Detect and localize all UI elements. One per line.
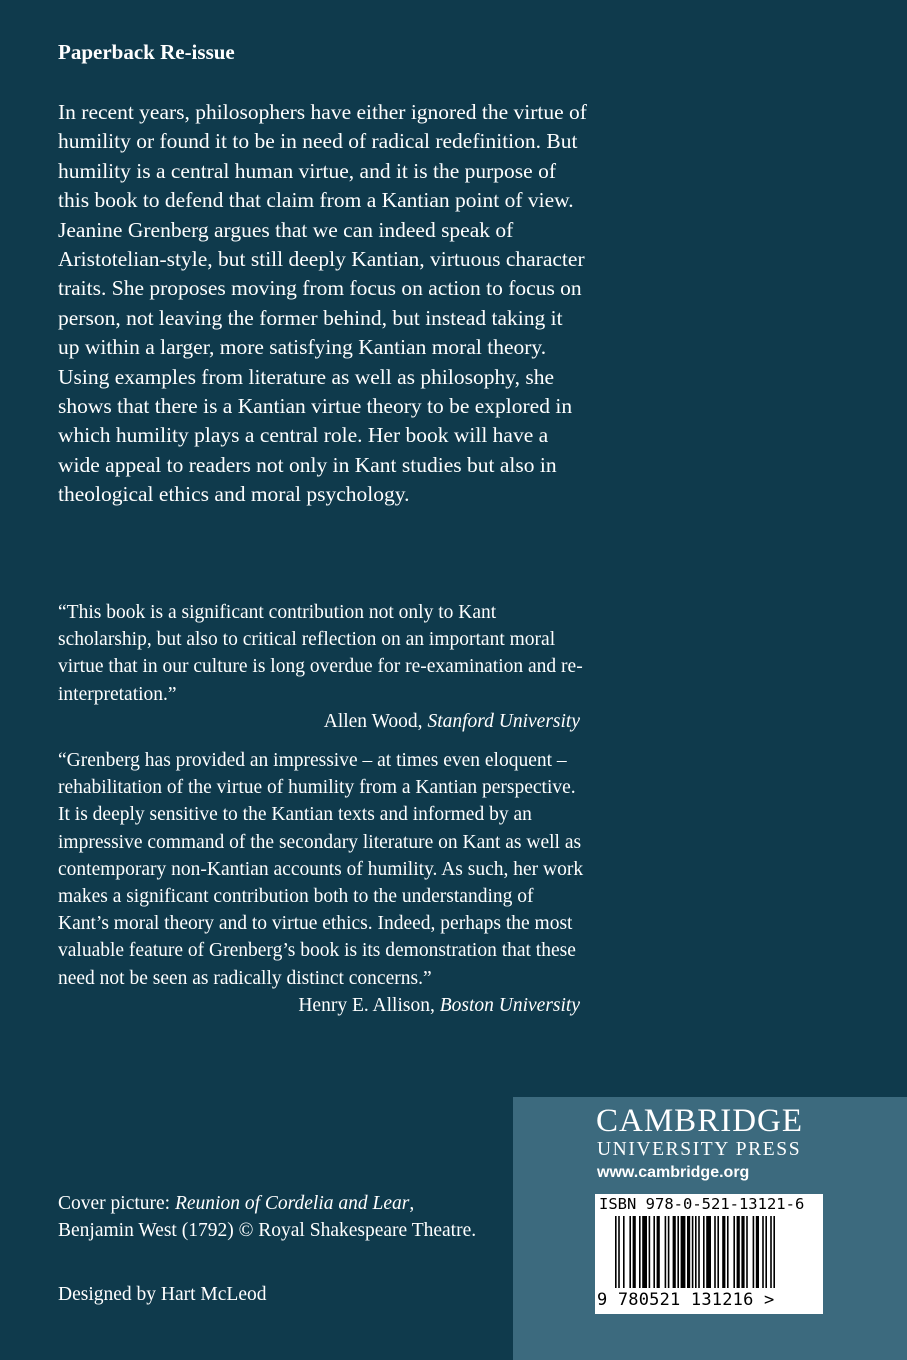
review-quote-1: [58, 599, 588, 735]
barcode-bar-25: [733, 1216, 735, 1288]
barcode-bar-9: [657, 1216, 660, 1288]
review-institution: Boston University: [439, 994, 580, 1016]
barcode-bar-14: [681, 1216, 686, 1288]
review-attribution: [58, 992, 580, 1019]
barcode-bar-19: [703, 1216, 705, 1288]
barcode-bar-29: [753, 1216, 755, 1288]
barcode-bar-33: [770, 1216, 772, 1288]
barcode-bar-22: [717, 1216, 719, 1288]
barcode-bar-6: [642, 1216, 647, 1288]
barcode-bar-18: [698, 1216, 700, 1288]
publisher-panel: [513, 1097, 907, 1360]
publisher-subtitle: UNIVERSITY PRESS: [597, 1139, 802, 1160]
review-quote-text: “Grenberg has provided an impressive – at times even eloquent – rehabilitation of the virtue of humility from a Kantian perspective. It is deeply sensitive to the Kantian texts and informed by an impressive command of the secondary literature on Kant as well as contemporary non-Kantian accounts of humility. As such, her work makes a significant contribution both to the understanding of Kant’s moral theory and to virtue ethics. Indeed, perhaps the most valuable feature of Grenberg’s book is its demonstration that these need not be seen as radically distinct concerns.”: [58, 750, 584, 989]
barcode-bar-27: [741, 1216, 744, 1288]
review-author: Henry E. Allison,: [298, 994, 435, 1016]
isbn-label: ISBN 978-0-521-13121-6: [599, 1195, 805, 1213]
review-institution: Stanford University: [427, 710, 580, 732]
barcode-bar-11: [668, 1216, 670, 1288]
barcode-bar-2: [623, 1216, 625, 1288]
barcode-bar-17: [695, 1216, 697, 1288]
barcode-bar-20: [706, 1216, 711, 1288]
publisher-name: CAMBRIDGE: [596, 1103, 804, 1139]
barcode-bar-0: [615, 1216, 617, 1288]
review-quote-text: “This book is a significant contribution not only to Kant scholarship, but also to critical reflection on an important moral virtue that in our culture is long overdue for re-examination and re-interpretation.”: [58, 602, 583, 705]
barcode-bar-1: [618, 1216, 620, 1288]
barcode-bar-15: [687, 1216, 690, 1288]
barcode-bar-16: [692, 1216, 694, 1288]
cover-picture-credit: [58, 1190, 488, 1244]
cover-credit-rest: , Benjamin West (1792) © Royal Shakespeare Theatre.: [58, 1193, 477, 1242]
barcode-bar-26: [737, 1216, 740, 1288]
barcode-bar-8: [653, 1216, 655, 1288]
review-quote-2: [58, 747, 588, 1019]
review-author: Allen Wood,: [323, 710, 423, 732]
barcode-bar-13: [677, 1216, 679, 1288]
barcode-bar-23: [722, 1216, 725, 1288]
heading-paperback-reissue: Paperback Re-issue: [58, 40, 235, 64]
barcode-bar-4: [633, 1216, 636, 1288]
cover-credit-title: Reunion of Cordelia and Lear: [174, 1193, 410, 1214]
barcode-bar-5: [639, 1216, 641, 1288]
cover-credit-prefix: Cover picture:: [58, 1193, 171, 1214]
barcode-bar-34: [773, 1216, 775, 1288]
barcode-bar-28: [746, 1216, 748, 1288]
review-attribution: [58, 708, 580, 735]
barcode-bar-3: [629, 1216, 631, 1288]
barcode-bar-31: [762, 1216, 764, 1288]
barcode-bar-21: [714, 1216, 716, 1288]
isbn-barcode: [595, 1194, 823, 1314]
publisher-url: www.cambridge.org: [597, 1164, 750, 1181]
barcode-bar-30: [756, 1216, 759, 1288]
barcode-bars: [613, 1216, 805, 1292]
barcode-digits: 9 780521 131216 >: [597, 1290, 775, 1310]
book-blurb: In recent years, philosophers have either ignored the virtue of humility or found it to be in need of radical redefinition. But humility is a central human virtue, and it is the purpose of this book to defend that claim from a Kantian point of view. Jeanine Grenberg argues that we can indeed speak of Aristotelian-style, but still deeply Kantian, virtuous character traits. She proposes moving from focus on action to focus on person, not leaving the former behind, but instead taking it up within a larger, more satisfying Kantian moral theory. Using examples from literature as well as philosophy, she shows that there is a Kantian virtue theory to be explored in which humility plays a central role. Her book will have a wide appeal to readers not only in Kant studies but also in theological ethics and moral psychology.: [58, 100, 587, 507]
barcode-bar-24: [727, 1216, 729, 1288]
barcode-bar-10: [665, 1216, 667, 1288]
barcode-bar-7: [649, 1216, 651, 1288]
barcode-bar-12: [673, 1216, 676, 1288]
barcode-bar-32: [765, 1216, 767, 1288]
designer-credit: Designed by Hart McLeod: [58, 1284, 267, 1305]
